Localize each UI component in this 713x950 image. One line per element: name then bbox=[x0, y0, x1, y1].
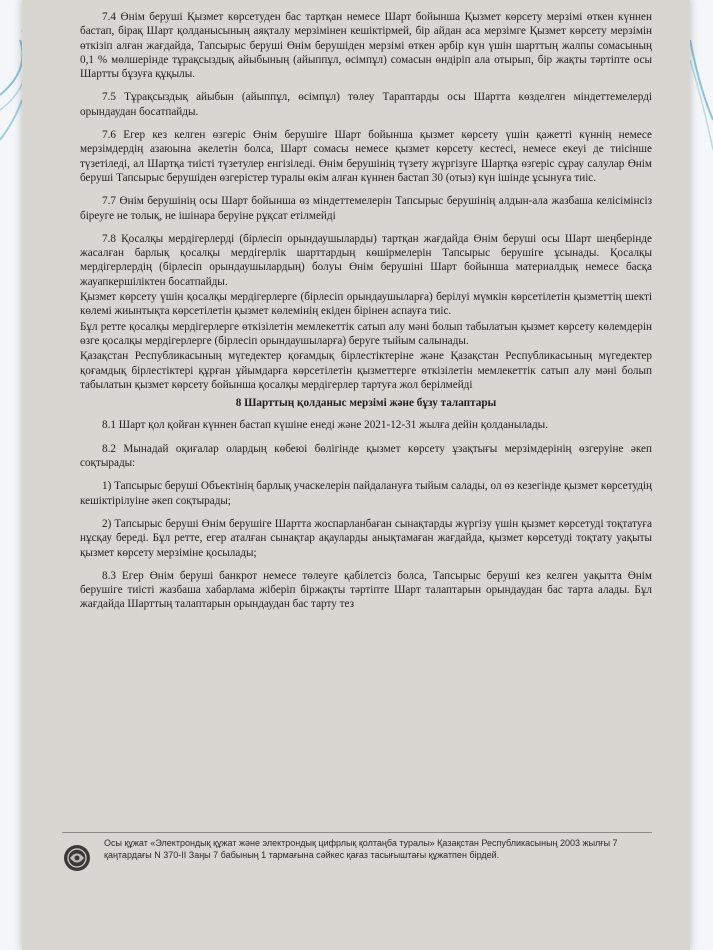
paragraph-subcontractor-limit: Қызмет көрсету үшін қосалқы мердігерлерге (бірлесіп орындаушыларға) берілуі мүмкін көрсетілетін қызметтің шекті көлемі жиынтықта көрсетілетін қызмет көлемінің екіден бірінен аспауға тиіс. bbox=[80, 291, 652, 318]
paragraph-7-5: 7.5 Тұрақсыздық айыбын (айыппұл, өсімпұл) төлеу Тараптарды осы Шартта көзделген міндеттемелерді орындаудан босатпайды. bbox=[80, 91, 652, 118]
paragraph-8-2: 8.2 Мынадай оқиғалар олардың көбеюі бөлігінде қызмет көрсету ұзақтығы мерзімдерінің өзгеруіне әкеп соқтырады: bbox=[80, 442, 652, 470]
section-heading: 8 Шарттың қолданыс мерзімі және бұзу талаптары bbox=[235, 397, 497, 410]
paragraph-7-8: 7.8 Қосалқы мердігерлерді (бірлесіп орындаушыларды) тартқан жағдайда Өнім беруші осы Шарт шеңберінде жасалған барлық қосалқы мердігерлік шарттардың көшірмелерін Тапсырыс берушіге ұсынады. Қосалқы мердігерлердің (бірлесіп орындаушылардың) болуы Өнім берушіні Шарт бойынша материалдық немесе басқа жауапкершіліктен босатпайды. bbox=[80, 232, 652, 288]
paragraph-8-3: 8.3 Егер Өнім беруші банкрот немесе төлеуге қабілетсіз болса, Тапсырыс беруші кез келген уақытта Өнім берушіге тиісті жазбаша хабарлама жіберіп біржақты тәртіпте Шарт талаптарын орындаудан бас тарта алады. Бұл жағдайда Шарттың талаптарын орындаудан бас тарту тез bbox=[80, 569, 652, 611]
document-page bbox=[22, 0, 690, 950]
document-body bbox=[80, 10, 652, 621]
document-footer bbox=[62, 832, 652, 861]
paragraph-8-1: 8.1 Шарт қол қойған күннен бастап күшіне енеді және 2021-12-31 жылға дейін қолданылады. bbox=[102, 419, 548, 432]
paragraph-disability-organizations: Қазақстан Республикасының мүгедектер қоғамдық бірлестіктеріне және Қазақстан Республикасының мүгедектер қоғамдық бірлестіктері құрған ұйымдарға көрсетілетін қызметтерге өткізілетін мемлекеттік сатып алу мәні болып табылатын қызмет көрсету бойынша қосалқы мердігерлер тартуға жол берілмейді bbox=[80, 350, 652, 391]
paragraph-7-4: 7.4 Өнім беруші Қызмет көрсетуден бас тартқан немесе Шарт бойынша Қызмет көрсету мерзімі өткен күннен бастап, бірақ Шарт қолданысының аяқталу мерзімінен кешіктірмей, бір айдан аса мерзімге Қызмет көрсету мерзімін өткізіп алған жағдайда, Тапсырыс беруші Өнім берушіден мерзімі өткен әрбір күн үшін шарттың жалпы сомасының 0,1 % мөлшерінде тұрақсыздық айыбының (айыппұл, өсімпұл) сомасын өндіріп ала отырып, бір жақты тәртіпте осы Шартты бұзуға құқылы. bbox=[80, 11, 652, 81]
paragraph-subcontractor-transfer: Бұл ретте қосалқы мердігерлерге өткізілетін мемлекеттік сатып алу мәні болып табылатын қызмет көрсету көлемдерін өзге қосалқы мердігерлерге (бірлесіп орындаушыларға) беруге тыйым салынады. bbox=[80, 320, 652, 347]
footer-note: Осы құжат «Электрондық құжат және электрондық цифрлық қолтаңба туралы» Қазақстан Республикасының 2003 жылғы 7 қаңтардағы N 370-II Заңы 7 бабының 1 тармағына сәйкес қағаз тасығыштағы құжатпен бірдей. bbox=[104, 838, 618, 860]
paragraph-7-6: 7.6 Егер кез келген өзгеріс Өнім берушіге Шарт бойынша қызмет көрсету үшін қажетті күннің немесе мерзімдердің азаюына әкелетін болса, Шарт сомасы немесе қызмет көрсету кестесі, немесе екеуі де тиісінше түзетіледі, ал Шартқа тиісті түзетулер енгізіледі. Өнім берушінің түзету жүргізуге Шартқа өзгеріс сұрау салулар Өнім беруші Тапсырыс берушіден өзгерістер туралы өкім алған күннен бастап 30 (отыз) күн ішінде ұсынуға тиіс. bbox=[80, 129, 652, 184]
egov-seal-icon bbox=[62, 843, 92, 873]
paragraph-7-7: 7.7 Өнім берушінің осы Шарт бойынша өз міндеттемелерін Тапсырыс берушінің алдын-ала жазбаша келісімінсіз біреуге не толық, не ішінара беруіне рұқсат етілмейді bbox=[80, 195, 652, 222]
paragraph-8-2-item-1: 1) Тапсырыс беруші Объектінің барлық учаскелерін пайдалануға тыйым салады, ол өз кезегінде қызмет көрсетудің кешіктірілуіне әкеп соқтырады; bbox=[80, 480, 652, 507]
paragraph-8-2-item-2: 2) Тапсырыс беруші Өнім берушіге Шартта жоспарланбаған сынақтарды жүргізу үшін қызмет көрсетуді тоқтатуға нұсқау береді. Бұл ретте, егер аталған сынақтар ақауларды анықтамаған жағдайда, қызмет көрсетуді тоқтату уақыты қызмет көрсету мерзіміне қосылады; bbox=[80, 517, 652, 559]
